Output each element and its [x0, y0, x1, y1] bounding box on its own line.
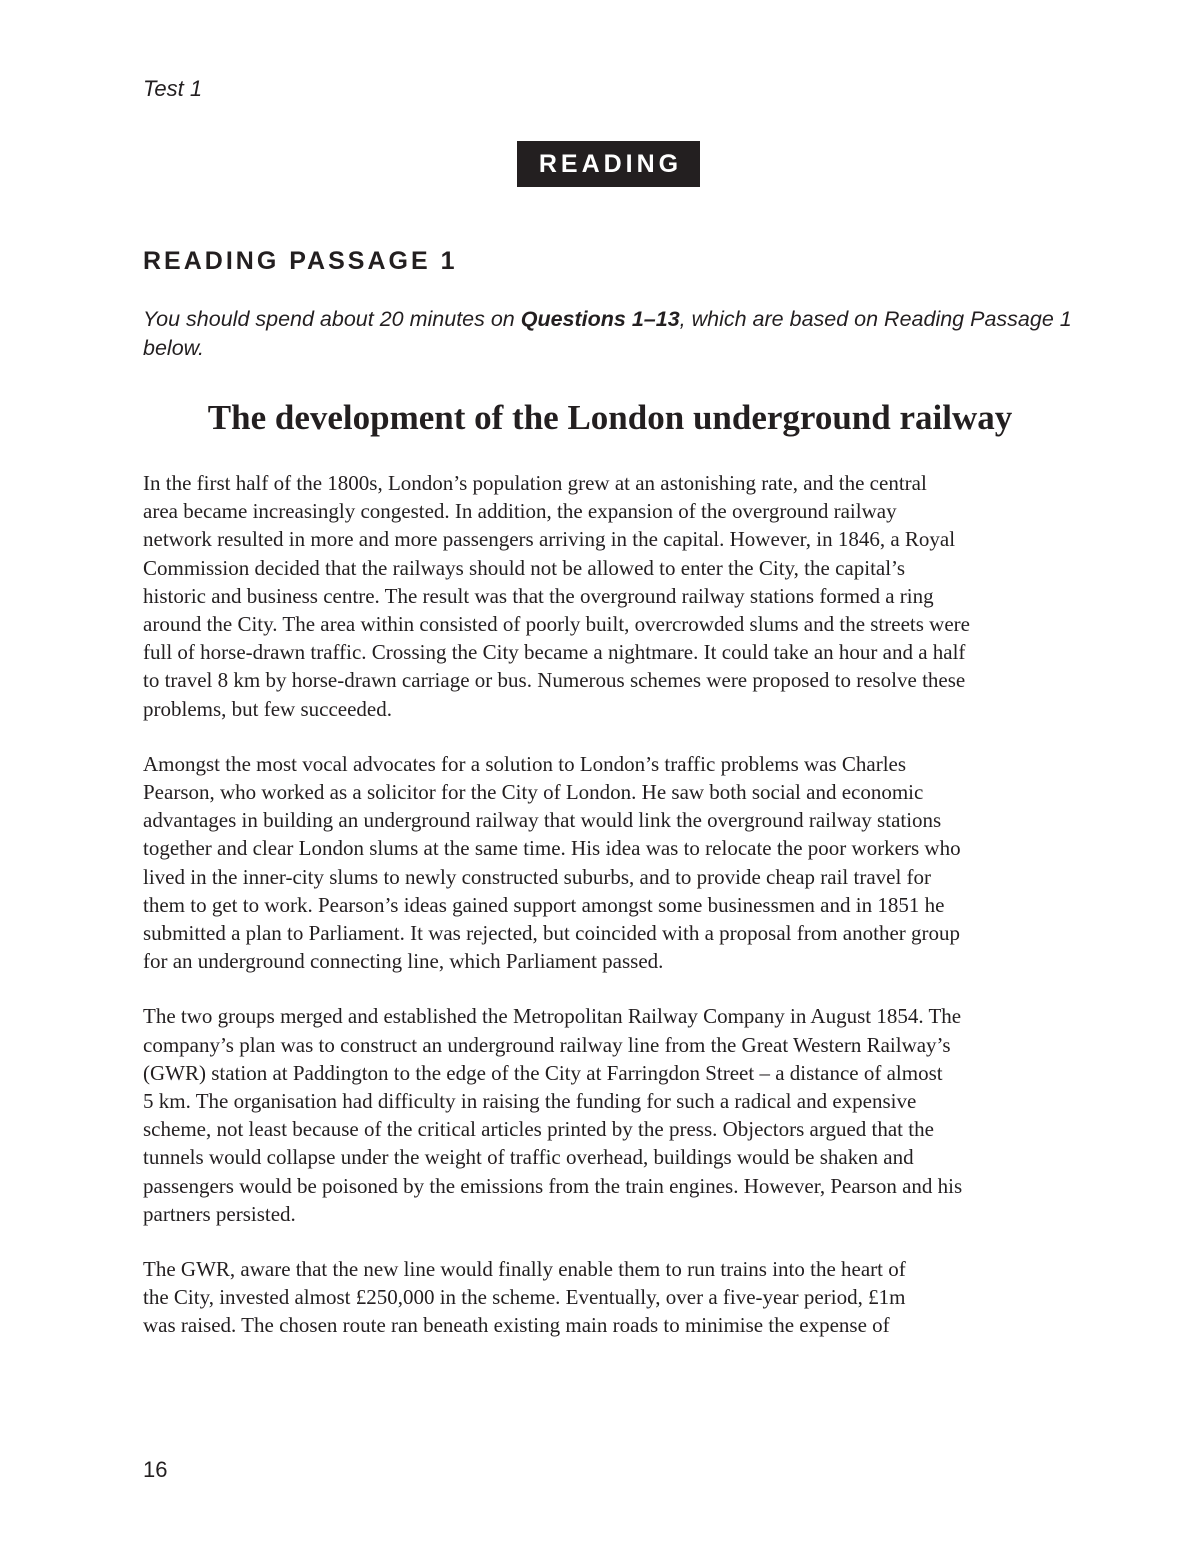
text-line: to travel 8 km by horse-drawn carriage or bus. Numerous schemes were proposed to resolve these — [143, 668, 966, 693]
text-line: around the City. The area within consisted of poorly built, overcrowded slums and the streets were — [143, 612, 970, 637]
text-line: passengers would be poisoned by the emissions from the train engines. However, Pearson and his — [143, 1173, 963, 1198]
passage-title: The development of the London underground railway — [207, 398, 1013, 437]
text-line: the City, invested almost £250,000 in the scheme. Eventually, over a five-year period, £1m — [143, 1285, 906, 1310]
paragraph-2 — [143, 750, 1103, 976]
text-line: was raised. The chosen route ran beneath existing main roads to minimise the expense of — [143, 1313, 890, 1338]
text-line: (GWR) station at Paddington to the edge of the City at Farringdon Street – a distance of almost — [143, 1060, 943, 1085]
passage-body — [143, 469, 1103, 1367]
text-line: area became increasingly congested. In addition, the expansion of the overground railway — [143, 499, 897, 524]
text-line: Amongst the most vocal advocates for a solution to London’s traffic problems was Charles — [143, 751, 907, 776]
text-line: scheme, not least because of the critical articles printed by the press. Objectors argued that the — [143, 1117, 934, 1142]
section-banner: READING — [517, 141, 700, 187]
text-line: 5 km. The organisation had difficulty in raising the funding for such a radical and expensive — [143, 1089, 917, 1114]
text-line: for an underground connecting line, which Parliament passed. — [143, 949, 664, 974]
text-line: company’s plan was to construct an underground railway line from the Great Western Railway’s — [143, 1032, 951, 1057]
paragraph-1 — [143, 469, 1103, 723]
text-line: Commission decided that the railways should not be allowed to enter the City, the capital’s — [143, 555, 906, 580]
text-line: The two groups merged and established the Metropolitan Railway Company in August 1854. The — [143, 1004, 962, 1029]
text-line: them to get to work. Pearson’s ideas gained support amongst some businessmen and in 1851 he — [143, 892, 945, 917]
text-line: Pearson, who worked as a solicitor for the City of London. He saw both social and economic — [143, 780, 924, 805]
text-line: problems, but few succeeded. — [143, 696, 392, 721]
text-line: full of horse-drawn traffic. Crossing the City became a nightmare. It could take an hour and a half — [143, 640, 966, 665]
text-line: network resulted in more and more passengers arriving in the capital. However, in 1846, a Royal — [143, 527, 956, 552]
instructions-text: You should spend about 20 minutes on — [143, 307, 521, 331]
test-label: Test 1 — [143, 76, 203, 101]
text-line: tunnels would collapse under the weight of traffic overhead, buildings would be shaken and — [143, 1145, 914, 1170]
text-line: lived in the inner-city slums to newly constructed suburbs, and to provide cheap rail travel for — [143, 864, 932, 889]
passage-heading: READING PASSAGE 1 — [143, 247, 458, 275]
text-line: together and clear London slums at the same time. His idea was to relocate the poor workers who — [143, 836, 961, 861]
text-line: In the first half of the 1800s, London’s population grew at an astonishing rate, and the central — [143, 471, 927, 495]
paragraph-4 — [143, 1255, 1103, 1340]
instructions — [143, 305, 1073, 363]
text-line: submitted a plan to Parliament. It was rejected, but coincided with a proposal from another group — [143, 921, 961, 946]
instructions-text-end: , which are based on Reading Passage 1 below. — [143, 307, 1072, 360]
text-line: partners persisted. — [143, 1201, 296, 1226]
instructions-questions: Questions 1–13 — [520, 307, 680, 331]
text-line: The GWR, aware that the new line would finally enable them to run trains into the heart of — [143, 1257, 906, 1282]
paragraph-3 — [143, 1002, 1103, 1228]
page-number: 16 — [143, 1457, 168, 1482]
text-line: historic and business centre. The result was that the overground railway stations formed a ring — [143, 583, 934, 608]
text-line: advantages in building an underground railway that would link the overground railway stations — [143, 808, 942, 833]
